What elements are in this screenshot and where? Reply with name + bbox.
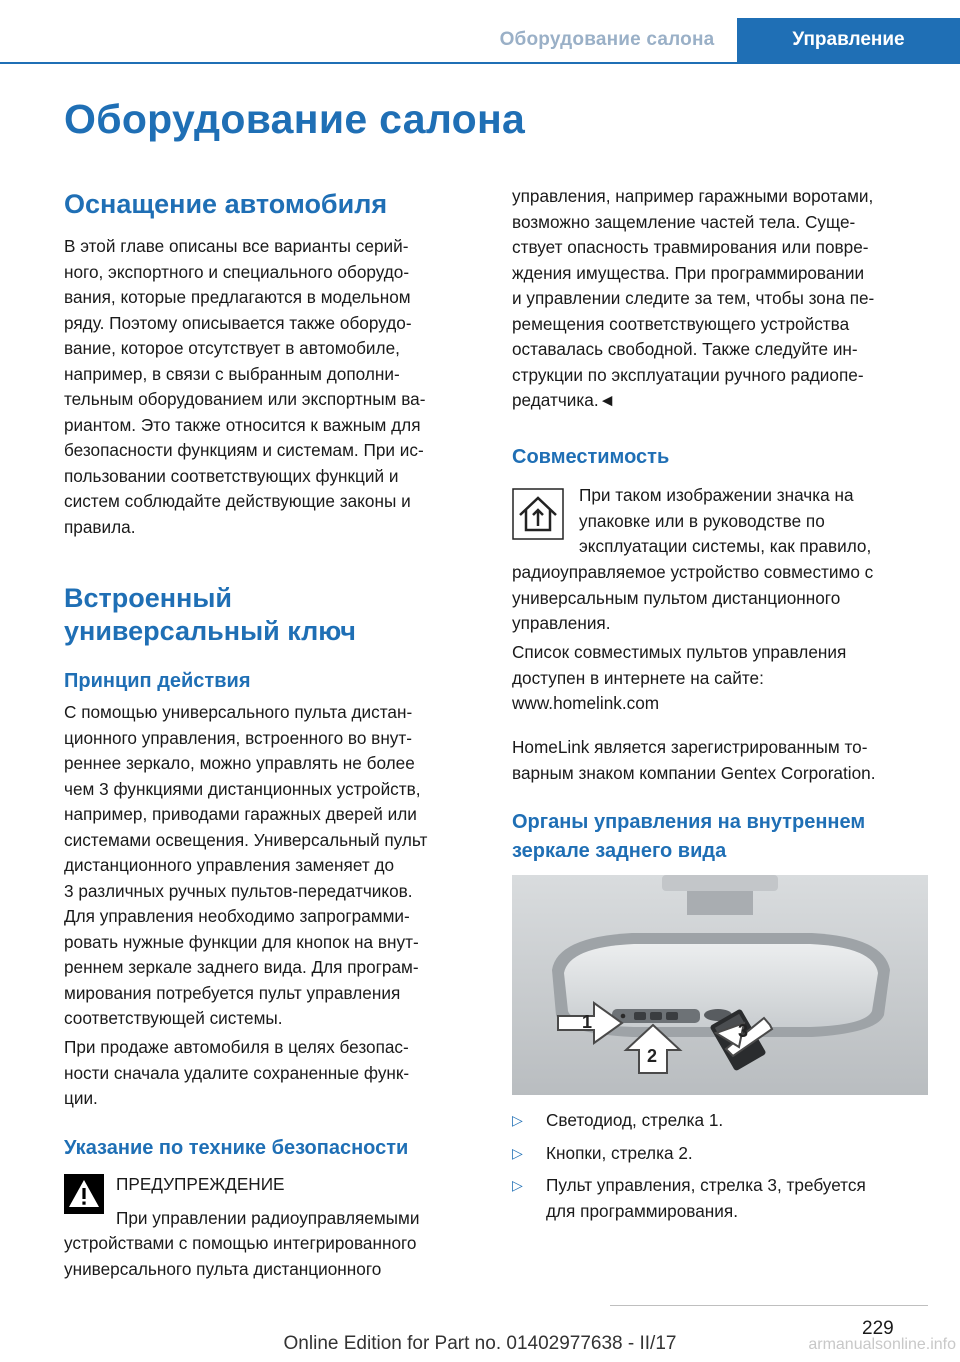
list-item bbox=[512, 1141, 928, 1167]
mirror-base bbox=[662, 875, 778, 891]
footer-edition: Online Edition for Part no. 01402977638 - II/17 bbox=[283, 1333, 677, 1354]
homelink-paragraph bbox=[512, 735, 932, 786]
list-item-text: Кнопки, стрелка 2. bbox=[546, 1143, 693, 1163]
text-line: ности сначала удалите сохраненные функ- bbox=[64, 1062, 410, 1083]
list-item bbox=[512, 1173, 928, 1225]
principle-heading: Принцип действия bbox=[64, 670, 251, 692]
key-heading bbox=[64, 582, 356, 648]
text-line: редатчика.◄ bbox=[512, 390, 616, 410]
mirror-button bbox=[666, 1012, 678, 1020]
rearview-mirror-figure bbox=[512, 875, 928, 1095]
list-item-text bbox=[546, 1173, 928, 1224]
figure-label-2: 2 bbox=[647, 1046, 658, 1066]
led-indicator bbox=[621, 1014, 626, 1019]
text-line: риантом. Это также относится к важным для bbox=[64, 414, 421, 435]
text-line: правила. bbox=[64, 516, 136, 537]
text-line: доступен в интернете на сайте: bbox=[512, 667, 764, 688]
compat-paragraph-indent bbox=[579, 483, 931, 560]
text-line: оставалась свободной. Также следуйте ин- bbox=[512, 339, 858, 359]
text-line: универсальным пультом дистанционного bbox=[512, 587, 841, 608]
text-line: управления, например гаражными воротами, bbox=[512, 186, 874, 206]
text-line: и управлении следите за тем, чтобы зона пе- bbox=[512, 288, 875, 308]
text-line: HomeLink является зарегистрированным то- bbox=[512, 737, 868, 757]
key-heading-line-2: универсальный ключ bbox=[64, 616, 356, 646]
mirror-button bbox=[650, 1012, 662, 1020]
homelink-url[interactable]: www.homelink.com bbox=[512, 693, 660, 713]
text-line: 3 различных ручных пультов-передатчиков. bbox=[64, 880, 413, 901]
text-line: струкции по эксплуатации ручного радиопе- bbox=[512, 364, 864, 385]
text-line: ции. bbox=[64, 1088, 98, 1108]
text-line: например, в связи с выбранным дополни- bbox=[64, 363, 400, 384]
text-line: соответствующей системы. bbox=[64, 1008, 283, 1028]
warning-continuation bbox=[512, 184, 932, 414]
text-line: вания, которые предлагаются в модельном bbox=[64, 287, 411, 307]
compat-paragraph bbox=[512, 560, 932, 637]
text-line: тельным оборудованием или экспортным ва- bbox=[64, 389, 426, 409]
text-line: например, приводами гаражных дверей или bbox=[64, 804, 417, 824]
mirror-button bbox=[634, 1012, 646, 1020]
text-line: вание, которое отсутствует в автомобиле, bbox=[64, 338, 400, 358]
equipment-heading: Оснащение автомобиля bbox=[64, 189, 388, 219]
text-line: возможно защемление частей тела. Суще- bbox=[512, 211, 856, 232]
text-line: безопасности функциям и системам. При ис- bbox=[64, 440, 424, 460]
page-number: 229 bbox=[862, 1318, 894, 1339]
compat-heading: Совместимость bbox=[512, 446, 670, 468]
text-line: ционного управления, встроенного во внут- bbox=[64, 727, 412, 748]
warning-icon bbox=[64, 1174, 104, 1214]
header-section-tab[interactable]: Оборудование салона bbox=[499, 29, 715, 50]
text-line: реннее зеркало, можно управлять не более bbox=[64, 753, 415, 773]
text-line: системами освещения. Универсальный пульт bbox=[64, 829, 428, 850]
text-line: эксплуатации системы, как правило, bbox=[579, 536, 872, 556]
controls-heading-line-1: Органы управления на внутреннем bbox=[512, 811, 866, 833]
text-line: При продаже автомобиля в целях безопас- bbox=[64, 1037, 409, 1057]
text-line: мирования потребуется пульт управления bbox=[64, 982, 401, 1003]
figure-label-3: 3 bbox=[738, 1021, 749, 1041]
text-line: ремещения соответствующего устройства bbox=[512, 313, 850, 334]
text-line: В этой главе описаны все варианты серий- bbox=[64, 236, 409, 256]
header-chapter-tab[interactable]: Управление bbox=[737, 18, 960, 62]
warning-paragraph bbox=[64, 1231, 484, 1282]
principle-paragraph bbox=[64, 700, 484, 1032]
text-line: дистанционного управления заменяет до bbox=[64, 855, 395, 875]
text-line: ного, экспортного и специального оборудо- bbox=[64, 261, 410, 282]
text-line: радиоуправляемое устройство совместимо с bbox=[512, 562, 874, 582]
key-heading-line-1: Встроенный bbox=[64, 583, 233, 613]
text-line: для программирования. bbox=[546, 1200, 738, 1221]
footer-divider bbox=[610, 1305, 928, 1306]
equipment-paragraph bbox=[64, 234, 484, 540]
text-line: устройствами с помощью интегрированного bbox=[64, 1233, 417, 1253]
page-title: Оборудование салона bbox=[64, 96, 526, 142]
text-line: управления. bbox=[512, 613, 611, 633]
text-line: ствует опасность травмирования или повре- bbox=[512, 237, 869, 257]
home-compat-icon bbox=[512, 488, 564, 540]
text-line: чем 3 функциями дистанционных устройств, bbox=[64, 778, 421, 799]
text-line: Пульт управления, стрелка 3, требуется bbox=[546, 1175, 866, 1195]
text-line: ровать нужные функции для кнопок на внут- bbox=[64, 931, 419, 952]
text-line: С помощью универсального пульта дистан- bbox=[64, 702, 413, 722]
safety-heading: Указание по технике безопасности bbox=[64, 1137, 409, 1159]
text-line: При таком изображении значка на bbox=[579, 485, 854, 505]
text-line: ждения имущества. При программировании bbox=[512, 262, 865, 283]
warning-line-1: При управлении радиоуправляемыми bbox=[116, 1208, 420, 1228]
triangle-bullet-icon: ▷ bbox=[512, 1145, 523, 1161]
text-line: Для управления необходимо запрограмми- bbox=[64, 906, 410, 926]
warning-title: ПРЕДУПРЕЖДЕНИЕ bbox=[116, 1174, 285, 1194]
text-line: универсального пульта дистанционного bbox=[64, 1258, 382, 1279]
controls-heading bbox=[512, 808, 865, 866]
text-line: Список совместимых пультов управления bbox=[512, 642, 847, 662]
text-line: реннем зеркале заднего вида. Для програм- bbox=[64, 957, 419, 977]
text-line: систем соблюдайте действующие законы и bbox=[64, 491, 411, 511]
list-item bbox=[512, 1108, 928, 1134]
list-item-text: Светодиод, стрелка 1. bbox=[546, 1110, 724, 1130]
watermark: armanualsonline.info bbox=[808, 1336, 956, 1353]
header-divider bbox=[0, 62, 960, 64]
controls-heading-line-2: зеркале заднего вида bbox=[512, 840, 727, 862]
text-line: пользовании соответствующих функций и bbox=[64, 465, 399, 486]
text-line: варным знаком компании Gentex Corporation. bbox=[512, 762, 876, 783]
figure-label-1: 1 bbox=[582, 1012, 593, 1032]
text-line: ряду. Поэтому описывается также оборудо- bbox=[64, 312, 412, 333]
sale-paragraph bbox=[64, 1035, 484, 1112]
text-line: упаковке или в руководстве по bbox=[579, 510, 825, 531]
triangle-bullet-icon: ▷ bbox=[512, 1112, 523, 1128]
triangle-bullet-icon: ▷ bbox=[512, 1177, 523, 1193]
list-paragraph bbox=[512, 640, 932, 717]
